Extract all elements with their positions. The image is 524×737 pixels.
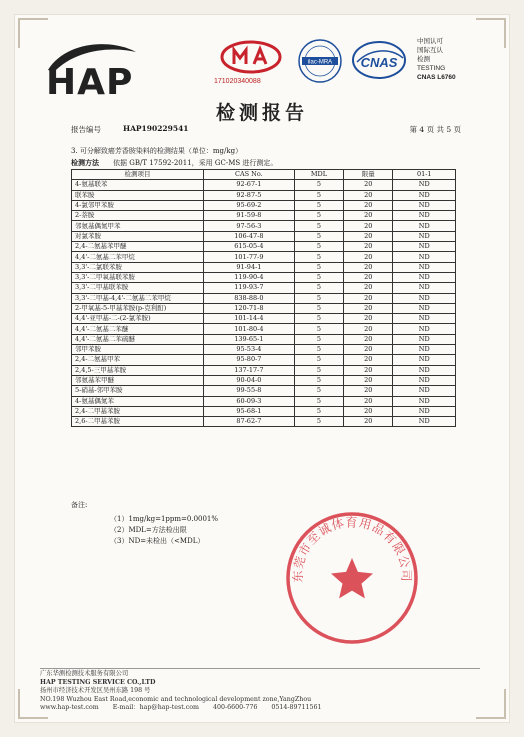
table-cell: 4-氨基联苯	[72, 180, 204, 190]
table-cell: 20	[344, 303, 393, 313]
table-cell: ND	[393, 303, 456, 313]
table-cell: 137-17-7	[204, 365, 295, 375]
table-cell: 5	[294, 293, 343, 303]
table-cell: 20	[344, 231, 393, 241]
footer	[40, 670, 490, 713]
table-cell: 5	[294, 303, 343, 313]
table-cell: 5	[294, 386, 343, 396]
table-cell: 5	[294, 190, 343, 200]
table-cell: 20	[344, 355, 393, 365]
table-cell: 联苯胺	[72, 190, 204, 200]
table-cell: ND	[393, 211, 456, 221]
table-cell: 20	[344, 334, 393, 344]
table-cell: 119-93-7	[204, 283, 295, 293]
table-cell: 101-14-4	[204, 314, 295, 324]
table-row	[72, 293, 456, 303]
cert-line: 检测	[417, 56, 430, 63]
table-cell: 4,4'-二氨基二苯醚	[72, 324, 204, 334]
phone-number: 400-6600-776	[213, 704, 258, 711]
table-row	[72, 303, 456, 313]
note-item: （2）MDL=方法检出限	[110, 526, 187, 534]
table-cell: 20	[344, 386, 393, 396]
table-cell: 5	[294, 262, 343, 272]
table-cell: ND	[393, 365, 456, 375]
company-seal-icon	[282, 508, 422, 648]
table-cell: 5	[294, 334, 343, 344]
table-row	[72, 252, 456, 262]
table-cell: 20	[344, 396, 393, 406]
cert-line: 中国认可	[417, 38, 443, 45]
table-cell: 60-09-3	[204, 396, 295, 406]
table-row	[72, 324, 456, 334]
table-row	[72, 283, 456, 293]
table-cell: ND	[393, 334, 456, 344]
table-cell: 5	[294, 365, 343, 375]
page-indicator: 第 4 页 共 5 页	[409, 125, 461, 134]
table-cell: ND	[393, 355, 456, 365]
table-cell: 3,3'-二甲氧基联苯胺	[72, 272, 204, 282]
company-name-en: HAP TESTING SERVICE CO.,LTD	[40, 678, 156, 686]
website-link[interactable]: www.hap-test.com	[40, 704, 99, 711]
table-cell: 邻氨基偶氮甲苯	[72, 221, 204, 231]
report-number: HAP190229541	[123, 124, 189, 133]
table-cell: 2,6-二甲基苯胺	[72, 417, 204, 427]
table-cell: 101-80-4	[204, 324, 295, 334]
table-cell: 99-55-8	[204, 386, 295, 396]
table-cell: 20	[344, 345, 393, 355]
table-cell: 95-68-1	[204, 406, 295, 416]
table-cell: 91-94-1	[204, 262, 295, 272]
table-cell: 20	[344, 293, 393, 303]
notes-list	[110, 514, 218, 547]
table-cell: 5	[294, 314, 343, 324]
table-cell: 5	[294, 221, 343, 231]
table-cell: ND	[393, 293, 456, 303]
company-name-cn: 广东华测检测技术服务有限公司	[40, 670, 129, 677]
table-cell: 20	[344, 314, 393, 324]
table-cell: 3,3'-二氯联苯胺	[72, 262, 204, 272]
table-cell: 3,3'-二甲基联苯胺	[72, 283, 204, 293]
table-cell: 119-90-4	[204, 272, 295, 282]
table-row	[72, 314, 456, 324]
table-row	[72, 231, 456, 241]
table-cell: ND	[393, 221, 456, 231]
table-cell: 97-56-3	[204, 221, 295, 231]
table-cell: 92-67-1	[204, 180, 295, 190]
table-cell: ND	[393, 375, 456, 385]
table-cell: ND	[393, 252, 456, 262]
table-cell: 5	[294, 200, 343, 210]
table-row	[72, 365, 456, 375]
svg-text:ilac-MRA: ilac-MRA	[307, 59, 333, 66]
table-cell: 2,4-二甲基苯胺	[72, 406, 204, 416]
address-cn: 扬州市经济技术开发区吴州东路 198 号	[40, 687, 151, 694]
svg-text:东莞市至诚体育用品有限公司: 东莞市至诚体育用品有限公司	[290, 515, 414, 583]
table-cell: ND	[393, 314, 456, 324]
table-row	[72, 345, 456, 355]
table-cell: 5	[294, 231, 343, 241]
table-cell: 20	[344, 180, 393, 190]
cma-number: 171020340088	[214, 78, 261, 85]
column-header: CAS No.	[204, 170, 295, 180]
table-cell: 87-62-7	[204, 417, 295, 427]
contact-line	[40, 704, 490, 713]
notes-label: 备注:	[71, 501, 88, 509]
table-cell: 3,3'-二甲基-4,4'-二氨基二苯甲烷	[72, 293, 204, 303]
table-cell: 5	[294, 272, 343, 282]
frame-corner	[476, 18, 506, 48]
table-row	[72, 190, 456, 200]
table-cell: ND	[393, 406, 456, 416]
table-cell: 2,4-二氨基甲苯	[72, 355, 204, 365]
cert-line: 国际互认	[417, 47, 443, 54]
footer-divider	[40, 668, 480, 669]
table-cell: 20	[344, 417, 393, 427]
table-cell: 2,4,5-三甲基苯胺	[72, 365, 204, 375]
table-cell: 对氯苯胺	[72, 231, 204, 241]
table-cell: ND	[393, 417, 456, 427]
table-row	[72, 396, 456, 406]
table-row	[72, 386, 456, 396]
note-item: （1）1mg/kg=1ppm=0.0001%	[110, 515, 219, 523]
table-cell: ND	[393, 283, 456, 293]
table-cell: 20	[344, 221, 393, 231]
table-cell: 615-05-4	[204, 242, 295, 252]
table-cell: 106-47-8	[204, 231, 295, 241]
report-number-label: 报告编号	[71, 125, 101, 134]
column-header: MDL	[294, 170, 343, 180]
table-cell: 91-59-8	[204, 211, 295, 221]
table-cell: 95-80-7	[204, 355, 295, 365]
table-cell: 5	[294, 324, 343, 334]
table-cell: 90-04-0	[204, 375, 295, 385]
table-cell: 20	[344, 406, 393, 416]
table-cell: 5	[294, 242, 343, 252]
table-cell: 101-77-9	[204, 252, 295, 262]
table-cell: ND	[393, 231, 456, 241]
table-cell: 5	[294, 375, 343, 385]
table-cell: 5	[294, 345, 343, 355]
fax-number: 0514-89711561	[271, 704, 322, 711]
table-cell: 5	[294, 355, 343, 365]
table-cell: 20	[344, 324, 393, 334]
table-cell: ND	[393, 242, 456, 252]
table-cell: 4-氯邻甲苯胺	[72, 200, 204, 210]
cert-line: TESTING	[417, 65, 446, 72]
table-cell: 邻甲苯胺	[72, 345, 204, 355]
table-cell: 4,4'-二氨基二苯硫醚	[72, 334, 204, 344]
table-cell: 92-87-5	[204, 190, 295, 200]
table-cell: 2-甲氧基-5-甲基苯胺(p-克利酊)	[72, 303, 204, 313]
table-cell: 5	[294, 180, 343, 190]
table-cell: 120-71-8	[204, 303, 295, 313]
table-cell: 邻氨基苯甲醚	[72, 375, 204, 385]
results-table	[71, 169, 456, 427]
table-cell: ND	[393, 386, 456, 396]
section-title: 3. 可分解致癌芳香胺染料的检测结果（单位：mg/kg）	[71, 147, 243, 155]
cnas-mark-icon	[351, 40, 407, 80]
table-row	[72, 200, 456, 210]
table-cell: ND	[393, 272, 456, 282]
table-cell: 20	[344, 200, 393, 210]
accreditation-text	[417, 37, 456, 82]
table-cell: 139-65-1	[204, 334, 295, 344]
note-item: （3）ND=未检出（<MDL）	[110, 537, 205, 545]
table-row	[72, 211, 456, 221]
address-en: NO.198 Wuzhou East Road,economic and technological development zone,YangZhou	[40, 695, 312, 703]
table-cell: ND	[393, 345, 456, 355]
table-cell: 5	[294, 396, 343, 406]
table-cell: 2,4-二氨基苯甲醚	[72, 242, 204, 252]
table-cell: 4,4'-亚甲基-二-(2-氯苯胺)	[72, 314, 204, 324]
table-cell: ND	[393, 262, 456, 272]
table-cell: 20	[344, 252, 393, 262]
method-label: 检测方法	[71, 158, 99, 167]
table-cell: 95-53-4	[204, 345, 295, 355]
email-link[interactable]: E-mail：hap@hap-test.com	[112, 704, 200, 711]
report-title: 检测报告	[215, 102, 308, 124]
table-cell: 20	[344, 262, 393, 272]
table-cell: 4-氨基偶氮苯	[72, 396, 204, 406]
table-cell: 20	[344, 211, 393, 221]
table-cell: 2-萘胺	[72, 211, 204, 221]
table-cell: 5	[294, 417, 343, 427]
test-method	[71, 158, 277, 168]
table-cell: 5	[294, 283, 343, 293]
table-row	[72, 180, 456, 190]
table-cell: 20	[344, 242, 393, 252]
table-cell: 5	[294, 252, 343, 262]
table-header-row	[72, 170, 456, 180]
table-cell: ND	[393, 190, 456, 200]
hap-logo-text: HAP	[46, 62, 134, 103]
table-cell: 20	[344, 375, 393, 385]
table-cell: 5	[294, 211, 343, 221]
table-row	[72, 262, 456, 272]
table-cell: 20	[344, 283, 393, 293]
table-cell: 95-69-2	[204, 200, 295, 210]
table-cell: ND	[393, 324, 456, 334]
table-cell: 20	[344, 272, 393, 282]
method-text: 依据 GB/T 17592-2011，采用 GC-MS 进行测定。	[113, 159, 278, 167]
table-cell: 4,4'-二氨基二苯甲烷	[72, 252, 204, 262]
table-row	[72, 334, 456, 344]
table-cell: ND	[393, 180, 456, 190]
table-row	[72, 272, 456, 282]
table-cell: 838-88-0	[204, 293, 295, 303]
table-cell: ND	[393, 396, 456, 406]
table-cell: 20	[344, 190, 393, 200]
svg-text:CNAS: CNAS	[360, 55, 398, 70]
table-row	[72, 221, 456, 231]
table-row	[72, 242, 456, 252]
table-cell: 20	[344, 365, 393, 375]
cert-line: CNAS L6760	[417, 74, 456, 81]
table-cell: 5	[294, 406, 343, 416]
column-header: 限量	[344, 170, 393, 180]
table-row	[72, 375, 456, 385]
table-cell: 5-硝基-邻甲苯胺	[72, 386, 204, 396]
column-header: 01-1	[393, 170, 456, 180]
table-row	[72, 355, 456, 365]
column-header: 检测项目	[72, 170, 204, 180]
table-row	[72, 417, 456, 427]
cma-mark-icon	[220, 40, 282, 74]
ilac-mra-icon	[297, 38, 343, 84]
table-cell: ND	[393, 200, 456, 210]
table-row	[72, 406, 456, 416]
